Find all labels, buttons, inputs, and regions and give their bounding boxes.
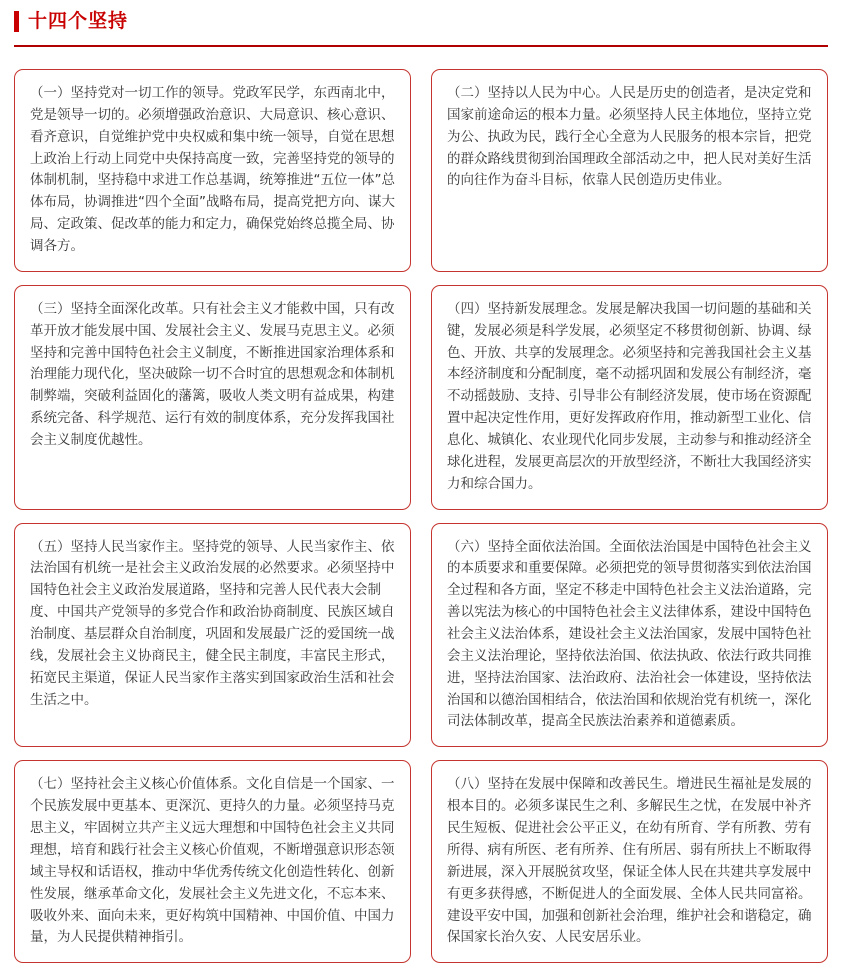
tenet-text-7: （七）坚持社会主义核心价值体系。文化自信是一个国家、一个民族发展中更基本、更深沉、更持久的力量。必须坚持马克思主义，牢固树立共产主义远大理想和中国特色社会主义共同理想，培育和践行社会主义核心价值观，不断增强意识形态领域主导权和话语权，推动中华优秀传统文化创造性转化、创新性发展，继承革命文化，发展社会主义先进文化，不忘本来、吸收外来、面向未来，更好构筑中国精神、中国价值、中国力量，为人民提供精神指引。 bbox=[30, 776, 395, 946]
tenet-card-3 bbox=[14, 285, 411, 510]
tenet-text-5: （五）坚持人民当家作主。坚持党的领导、人民当家作主、依法治国有机统一是社会主义政治发展的必然要求。必须坚持中国特色社会主义政治发展道路，坚持和完善人民代表大会制度、中国共产党领导的多党合作和政治协商制度、民族区域自治制度、基层群众自治制度，巩固和发展最广泛的爱国统一战线，发展社会主义协商民主，健全民主制度，丰富民主形式，拓宽民主渠道，保证人民当家作主落实到国家政治生活和社会生活之中。 bbox=[30, 538, 395, 708]
header-divider bbox=[14, 45, 828, 47]
tenet-text-2: （二）坚持以人民为中心。人民是历史的创造者，是决定党和国家前途命运的根本力量。必须坚持人民主体地位，坚持立党为公、执政为民，践行全心全意为人民服务的根本宗旨，把党的群众路线贯彻到治国理政全部活动之中，把人民对美好生活的向往作为奋斗目标，依靠人民创造历史伟业。 bbox=[447, 85, 812, 189]
tenet-card-8 bbox=[431, 760, 828, 963]
page-title: 十四个坚持 bbox=[28, 9, 129, 32]
tenet-card-1 bbox=[14, 69, 411, 272]
page-header bbox=[14, 8, 828, 34]
title-accent-bar bbox=[14, 11, 19, 32]
tenet-card-6 bbox=[431, 523, 828, 748]
tenet-text-1: （一）坚持党对一切工作的领导。党政军民学，东西南北中，党是领导一切的。必须增强政治意识、大局意识、核心意识、看齐意识，自觉维护党中央权威和集中统一领导，自觉在思想上政治上行动上同党中央保持高度一致，完善坚持党的领导的体制机制，坚持稳中求进工作总基调，统筹推进“五位一体”总体布局，协调推进“四个全面”战略布局，提高党把方向、谋大局、定政策、促改革的能力和定力，确保党始终总揽全局、协调各方。 bbox=[30, 85, 395, 255]
tenet-card-5 bbox=[14, 523, 411, 748]
tenet-text-4: （四）坚持新发展理念。发展是解决我国一切问题的基础和关键，发展必须是科学发展，必须坚定不移贯彻创新、协调、绿色、开放、共享的发展理念。必须坚持和完善我国社会主义基本经济制度和分配制度，毫不动摇巩固和发展公有制经济，毫不动摇鼓励、支持、引导非公有制经济发展，使市场在资源配置中起决定性作用，更好发挥政府作用，推动新型工业化、信息化、城镇化、农业现代化同步发展，主动参与和推动经济全球化进程，发展更高层次的开放型经济，不断壮大我国经济实力和综合国力。 bbox=[447, 300, 812, 492]
tenet-card-2 bbox=[431, 69, 828, 272]
tenet-card-7 bbox=[14, 760, 411, 963]
tenet-text-3: （三）坚持全面深化改革。只有社会主义才能救中国，只有改革开放才能发展中国、发展社会主义、发展马克思主义。必须坚持和完善中国特色社会主义制度，不断推进国家治理体系和治理能力现代化，坚决破除一切不合时宜的思想观念和体制机制弊端，突破利益固化的藩篱，吸收人类文明有益成果，构建系统完备、科学规范、运行有效的制度体系，充分发挥我国社会主义制度优越性。 bbox=[30, 300, 395, 449]
tenet-card-4 bbox=[431, 285, 828, 510]
tenets-grid bbox=[14, 69, 828, 963]
tenet-text-8: （八）坚持在发展中保障和改善民生。增进民生福祉是发展的根本目的。必须多谋民生之利、多解民生之忧，在发展中补齐民生短板、促进社会公平正义，在幼有所育、学有所教、劳有所得、病有所医、老有所养、住有所居、弱有所扶上不断取得新进展，深入开展脱贫攻坚，保证全体人民在共建共享发展中有更多获得感，不断促进人的全面发展、全体人民共同富裕。建设平安中国，加强和创新社会治理，维护社会和谐稳定，确保国家长治久安、人民安居乐业。 bbox=[447, 776, 812, 946]
tenet-text-6: （六）坚持全面依法治国。全面依法治国是中国特色社会主义的本质要求和重要保障。必须把党的领导贯彻落实到依法治国全过程和各方面，坚定不移走中国特色社会主义法治道路，完善以宪法为核心的中国特色社会主义法律体系，建设中国特色社会主义法治体系，建设社会主义法治国家，发展中国特色社会主义法治理论，坚持依法治国、依法执政、依法行政共同推进，坚持法治国家、法治政府、法治社会一体建设，坚持依法治国和以德治国相结合，依法治国和依规治党有机统一，深化司法体制改革，提高全民族法治素养和道德素质。 bbox=[447, 538, 812, 730]
